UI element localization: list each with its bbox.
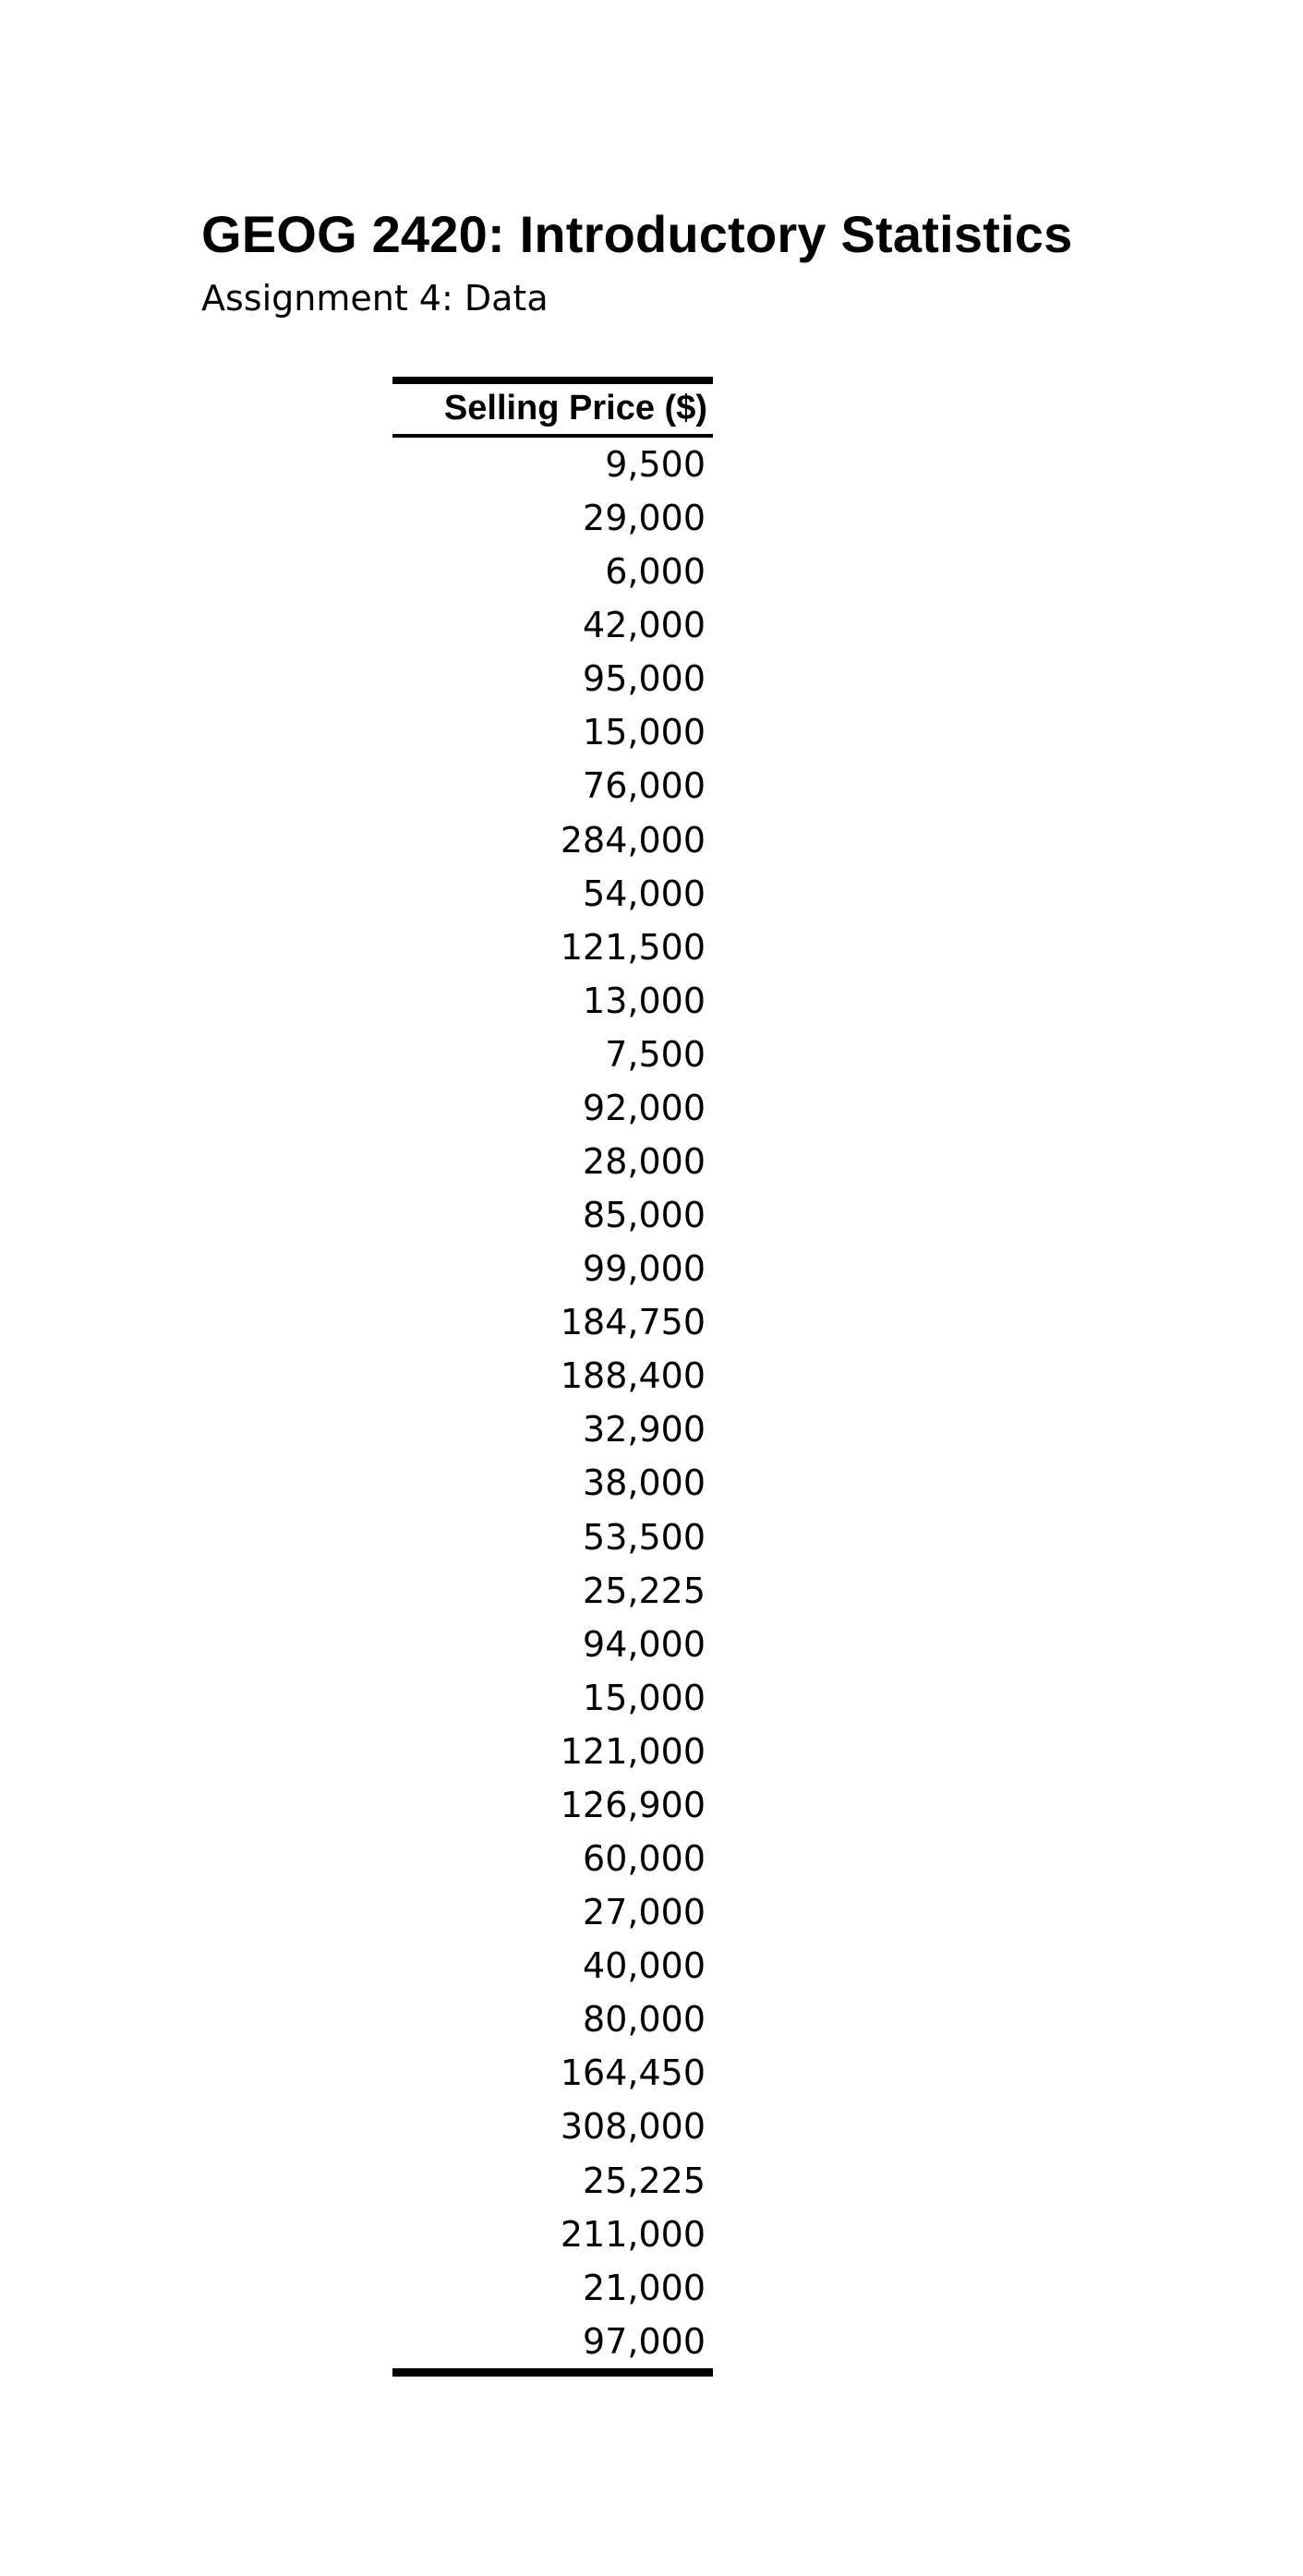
table-row: 42,000 [583, 605, 706, 646]
table-row: 126,900 [560, 1784, 706, 1825]
table-row: 40,000 [583, 1945, 706, 1987]
table-row: 164,450 [560, 2052, 706, 2094]
table-row: 29,000 [583, 498, 706, 539]
table-row: 308,000 [560, 2106, 706, 2148]
table-row: 9,500 [605, 444, 706, 485]
table-row: 7,500 [605, 1033, 706, 1075]
table-row: 188,400 [560, 1355, 706, 1397]
table-row: 21,000 [583, 2267, 706, 2308]
table-rows [392, 438, 713, 2368]
document-subtitle: Assignment 4: Data [201, 278, 549, 319]
table-row: 121,500 [560, 926, 706, 968]
table-row: 284,000 [560, 819, 706, 861]
table-row: 53,500 [583, 1516, 706, 1558]
column-header-selling-price: Selling Price ($) [392, 384, 713, 438]
table-bottom-rule [392, 2368, 713, 2377]
table-row: 184,750 [560, 1302, 706, 1343]
table-row: 13,000 [583, 980, 706, 1021]
table-row: 27,000 [583, 1892, 706, 1933]
table-row: 28,000 [583, 1141, 706, 1183]
table-row: 54,000 [583, 873, 706, 914]
table-row: 97,000 [583, 2320, 706, 2362]
selling-price-table [392, 377, 713, 2377]
table-row: 99,000 [583, 1248, 706, 1290]
table-row: 95,000 [583, 658, 706, 700]
table-row: 6,000 [605, 551, 706, 593]
table-row: 92,000 [583, 1087, 706, 1128]
table-row: 15,000 [583, 1677, 706, 1718]
table-row: 38,000 [583, 1463, 706, 1504]
document-title: GEOG 2420: Introductory Statistics [201, 205, 1073, 263]
table-top-rule [392, 377, 713, 384]
table-row: 60,000 [583, 1838, 706, 1880]
table-row: 85,000 [583, 1195, 706, 1236]
table-row: 25,225 [583, 1570, 706, 1611]
table-row: 211,000 [560, 2213, 706, 2255]
table-row: 80,000 [583, 1999, 706, 2040]
table-row: 76,000 [583, 765, 706, 807]
table-row: 121,000 [560, 1730, 706, 1772]
table-row: 94,000 [583, 1623, 706, 1665]
table-row: 15,000 [583, 712, 706, 753]
table-row: 32,900 [583, 1409, 706, 1451]
table-row: 25,225 [583, 2160, 706, 2201]
